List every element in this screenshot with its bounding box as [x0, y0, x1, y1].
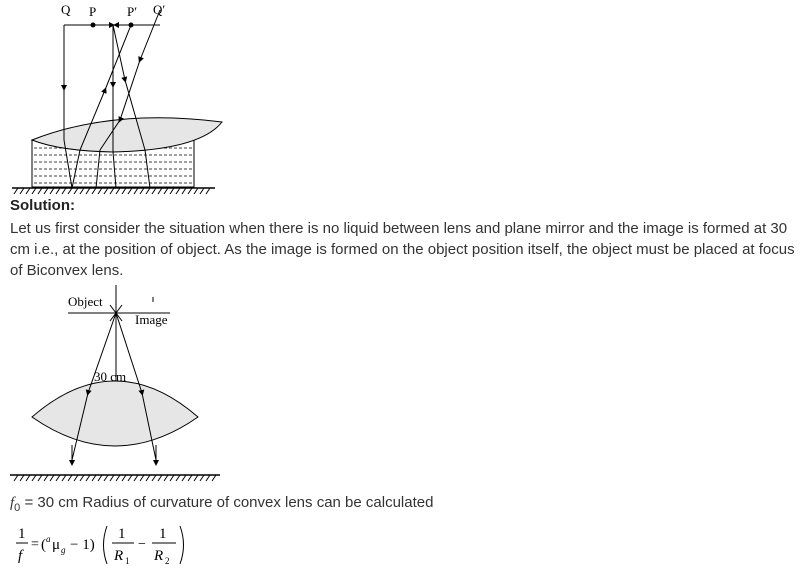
lens-makers-formula — [14, 520, 214, 570]
formula-mu: μ — [52, 537, 61, 553]
formula-mu-sup: a — [46, 534, 51, 544]
plane-mirror-2 — [10, 475, 220, 481]
focal-length-line — [10, 494, 433, 514]
solution-heading: Solution: — [10, 197, 75, 214]
label-30cm: 30 cm — [94, 369, 127, 384]
focal-symbol: f — [10, 495, 15, 511]
formula-r1-sub: 1 — [125, 556, 130, 566]
formula-lhs-den: f — [18, 548, 23, 564]
formula-r1-den: R — [114, 548, 124, 564]
label-image: Image — [135, 312, 168, 327]
label-p: P — [89, 4, 97, 19]
figure-lens-liquid — [0, 0, 240, 196]
formula-r2-num: 1 — [159, 526, 167, 542]
focal-text: = 30 cm Radius of curvature of convex lens can be calculated — [20, 494, 434, 511]
formula-lhs-num: 1 — [18, 526, 26, 542]
solution-paragraph: Let us first consider the situation when there is no liquid between lens and plane mirror and the image is formed at 30 cm i.e., at the position of object. As the image is formed on the object position itself, the object must be placed at focus of Biconvex lens. — [10, 220, 795, 279]
label-p-prime: P′ — [127, 4, 138, 19]
formula-paren: ( — [41, 537, 46, 553]
label-q-prime: Q′ — [153, 2, 166, 17]
biconvex-lens-2 — [32, 381, 198, 446]
figure-object-at-focus — [10, 285, 220, 485]
formula-r2-sub: 2 — [165, 556, 170, 566]
plane-mirror — [12, 188, 215, 194]
formula-minus: − — [138, 537, 146, 552]
label-q: Q — [61, 2, 71, 17]
label-object: Object — [68, 294, 103, 309]
focal-subscript: 0 — [14, 502, 21, 514]
formula-mu-sub: g — [61, 545, 66, 555]
formula-r2-den: R — [154, 548, 164, 564]
formula-equals: = — [31, 537, 39, 552]
formula-r1-num: 1 — [118, 526, 126, 542]
formula-minus-one: − 1) — [70, 537, 95, 553]
